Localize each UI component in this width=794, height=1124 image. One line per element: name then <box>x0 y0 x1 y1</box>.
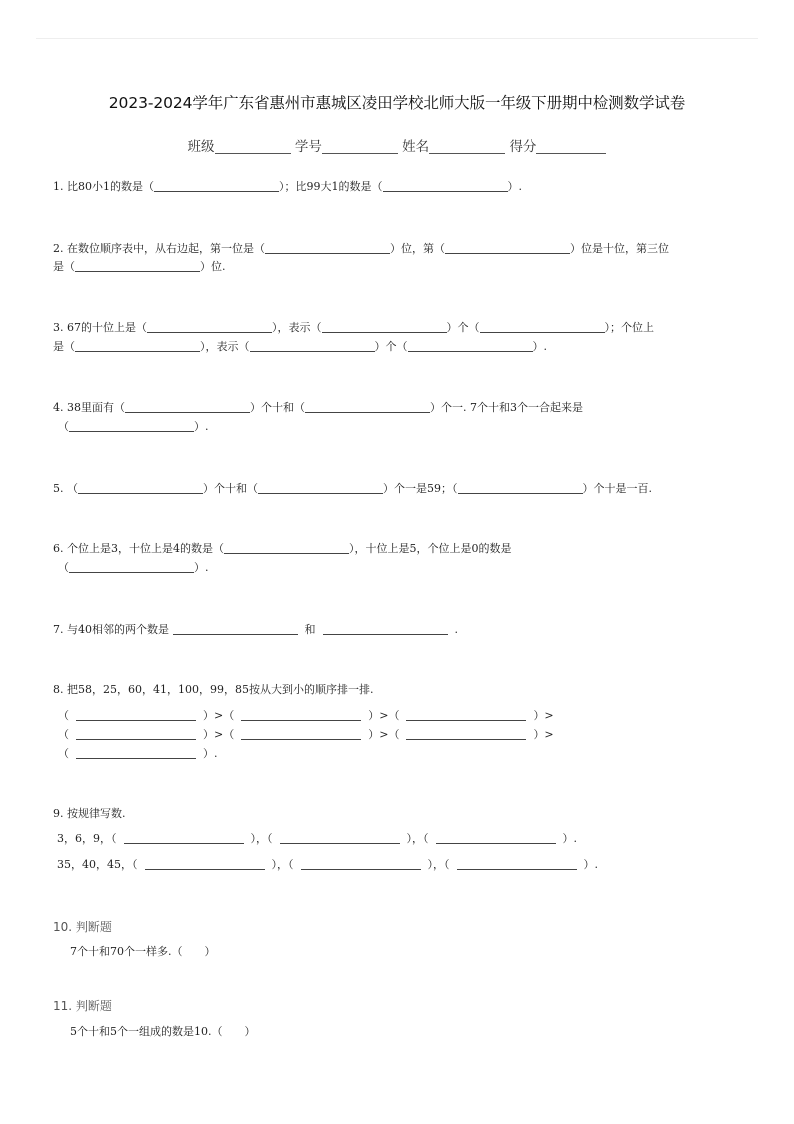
question-6-line-1: 6. 个位上是3，十位上是4的数是（ ），十位上是5，个位上是0的数是 <box>53 542 512 555</box>
page-title: 2023-2024学年广东省惠州市惠城区凌田学校北师大版一年级下册期中检测数学试卷 <box>108 94 686 112</box>
answer-blank[interactable] <box>224 541 349 554</box>
answer-blank[interactable] <box>301 857 421 870</box>
answer-blank[interactable] <box>173 622 298 635</box>
answer-blank[interactable] <box>457 857 577 870</box>
answer-blank[interactable] <box>154 179 279 192</box>
answer-blank[interactable] <box>322 320 447 333</box>
question-2-line-2: 是（ ）位. <box>53 260 226 273</box>
question-8-row-3: （ ）. <box>58 747 218 760</box>
question-10-label: 10. 判断题 <box>53 920 112 934</box>
question-11-text: 5个十和5个一组成的数是10.（ ） <box>70 1025 256 1038</box>
id-label: 学号 <box>294 139 322 155</box>
question-6-line-2: （ ）. <box>58 561 209 574</box>
answer-blank[interactable] <box>76 708 196 721</box>
answer-blank[interactable] <box>280 831 400 844</box>
class-label: 班级 <box>187 139 215 155</box>
answer-blank[interactable] <box>78 481 203 494</box>
question-2-line-1: 2. 在数位顺序表中，从右边起，第一位是（ ）位，第（ ）位是十位，第三位 <box>53 242 669 255</box>
question-8-row-1: （ ）>（ ）>（ ）> <box>58 709 554 722</box>
question-11-label: 11. 判断题 <box>53 999 112 1013</box>
answer-blank[interactable] <box>76 746 196 759</box>
answer-blank[interactable] <box>75 339 200 352</box>
question-9-row-1: 3，6，9，（ ），（ ），（ ）. <box>57 832 577 845</box>
answer-blank[interactable] <box>145 857 265 870</box>
id-field[interactable] <box>322 139 398 154</box>
answer-blank[interactable] <box>406 727 526 740</box>
question-4-line-2: （ ）. <box>58 420 209 433</box>
score-label: 得分 <box>509 139 537 155</box>
question-10-text: 7个十和70个一样多.（ ） <box>70 945 216 958</box>
question-9-prompt: 9. 按规律写数. <box>53 807 126 820</box>
answer-blank[interactable] <box>75 259 200 272</box>
answer-blank[interactable] <box>125 400 250 413</box>
answer-blank[interactable] <box>250 339 375 352</box>
answer-blank[interactable] <box>76 727 196 740</box>
answer-blank[interactable] <box>480 320 605 333</box>
answer-blank[interactable] <box>265 241 390 254</box>
question-5: 5. （ ）个十和（ ）个一是59；（ ）个十是一百. <box>53 482 652 495</box>
answer-blank[interactable] <box>323 622 448 635</box>
score-field[interactable] <box>536 139 606 154</box>
name-field[interactable] <box>429 139 505 154</box>
question-9-row-2: 35，40，45，（ ），（ ），（ ）. <box>57 858 598 871</box>
answer-blank[interactable] <box>241 708 361 721</box>
name-label: 姓名 <box>402 139 430 155</box>
class-field[interactable] <box>215 139 291 154</box>
question-3-line-2: 是（ ），表示（ ）个（ ）. <box>53 340 547 353</box>
top-divider <box>36 38 758 39</box>
answer-blank[interactable] <box>458 481 583 494</box>
question-4-line-1: 4. 38里面有（ ）个十和（ ）个一. 7个十和3个一合起来是 <box>53 401 583 414</box>
answer-blank[interactable] <box>383 179 508 192</box>
answer-blank[interactable] <box>258 481 383 494</box>
answer-blank[interactable] <box>241 727 361 740</box>
answer-blank[interactable] <box>147 320 272 333</box>
question-7: 7. 与40相邻的两个数是 和 . <box>53 623 458 636</box>
question-1: 1. 比80小1的数是（ ）；比99大1的数是（ ）. <box>53 180 522 193</box>
answer-blank[interactable] <box>445 241 570 254</box>
answer-blank[interactable] <box>124 831 244 844</box>
answer-blank[interactable] <box>436 831 556 844</box>
answer-blank[interactable] <box>69 419 194 432</box>
answer-blank[interactable] <box>408 339 533 352</box>
answer-blank[interactable] <box>305 400 430 413</box>
question-8-prompt: 8. 把58，25，60，41，100，99，85按从大到小的顺序排一排. <box>53 683 374 696</box>
answer-blank[interactable] <box>69 560 194 573</box>
question-8-row-2: （ ）>（ ）>（ ）> <box>58 728 554 741</box>
student-info-line <box>0 135 794 155</box>
answer-blank[interactable] <box>406 708 526 721</box>
question-3-line-1: 3. 67的十位上是（ ），表示（ ）个（ ）；个位上 <box>53 321 654 334</box>
